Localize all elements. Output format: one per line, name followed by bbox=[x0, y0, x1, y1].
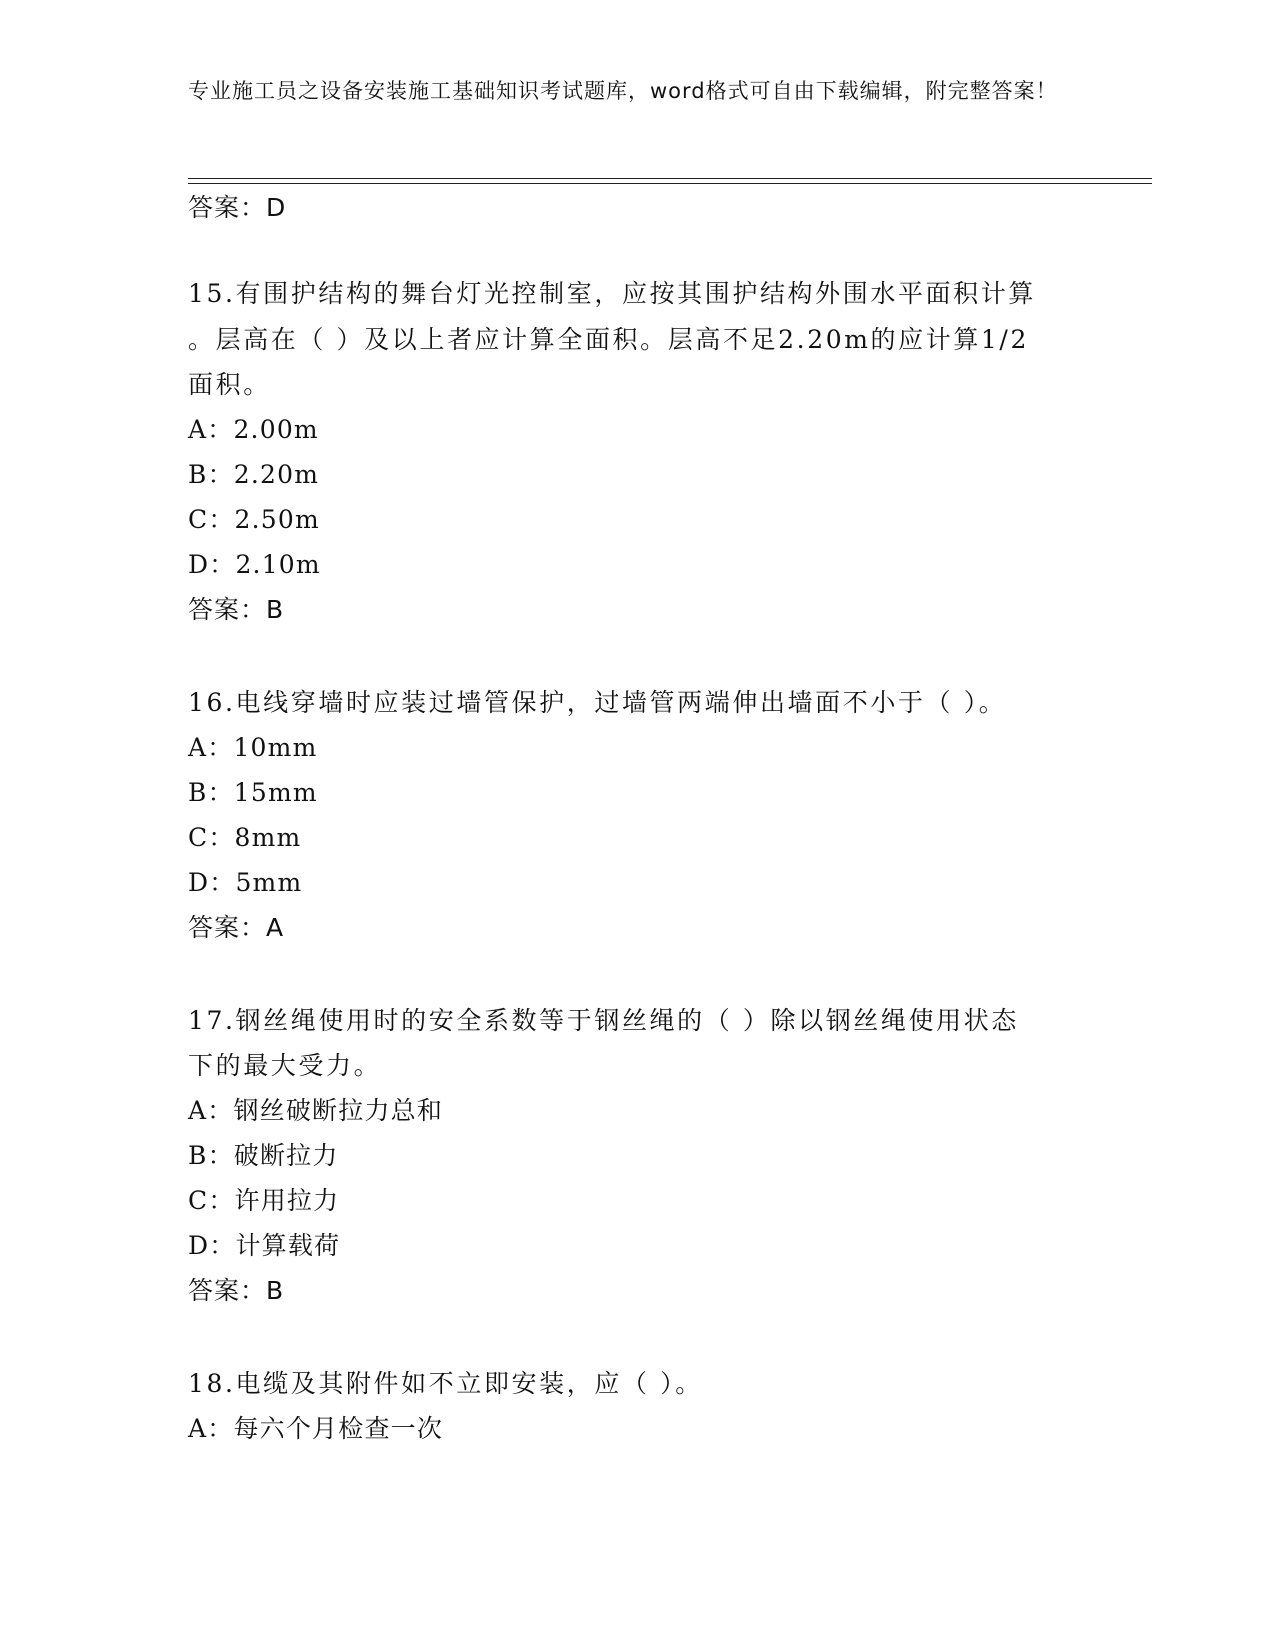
question-17-line-1: 17.钢丝绳使用时的安全系数等于钢丝绳的（ ）除以钢丝绳使用状态 bbox=[188, 1006, 1019, 1035]
question-16-option-b: B：15mm bbox=[188, 778, 318, 807]
question-15-option-d: D：2.10m bbox=[188, 550, 321, 579]
header-rule-top bbox=[188, 178, 1152, 179]
question-16-option-a: A：10mm bbox=[188, 733, 318, 762]
question-17-option-c: C：许用拉力 bbox=[188, 1186, 340, 1215]
question-16-option-c: C：8mm bbox=[188, 823, 302, 852]
answer-q16: 答案：A bbox=[188, 913, 285, 942]
question-15-line-1: 15.有围护结构的舞台灯光控制室，应按其围护结构外围水平面积计算 bbox=[188, 279, 1036, 308]
question-15-line-3: 面积。 bbox=[188, 370, 271, 399]
question-16-option-d: D：5mm bbox=[188, 868, 303, 897]
question-17-option-d: D：计算载荷 bbox=[188, 1231, 341, 1260]
question-18-option-a: A：每六个月检查一次 bbox=[188, 1414, 444, 1443]
header-rule-bottom bbox=[188, 183, 1152, 184]
question-17-line-2: 下的最大受力。 bbox=[188, 1051, 382, 1080]
answer-q17: 答案：B bbox=[188, 1276, 285, 1305]
page-header: 专业施工员之设备安装施工基础知识考试题库，word格式可自由下载编辑，附完整答案！ bbox=[188, 79, 1058, 103]
answer-q15: 答案：B bbox=[188, 595, 285, 624]
question-15-option-a: A：2.00m bbox=[188, 415, 319, 444]
question-18-line-1: 18.电缆及其附件如不立即安装，应（ ）。 bbox=[188, 1369, 703, 1398]
question-15-line-2: 。层高在（ ）及以上者应计算全面积。层高不足2.20m的应计算1/2 bbox=[188, 325, 1029, 354]
question-17-option-a: A：钢丝破断拉力总和 bbox=[188, 1096, 444, 1125]
question-15-option-c: C：2.50m bbox=[188, 505, 320, 534]
answer-q14: 答案：D bbox=[188, 193, 287, 222]
question-17-option-b: B：破断拉力 bbox=[188, 1141, 339, 1170]
question-15-option-b: B：2.20m bbox=[188, 460, 320, 489]
question-16-line-1: 16.电线穿墙时应装过墙管保护，过墙管两端伸出墙面不小于（ ）。 bbox=[188, 688, 1007, 717]
